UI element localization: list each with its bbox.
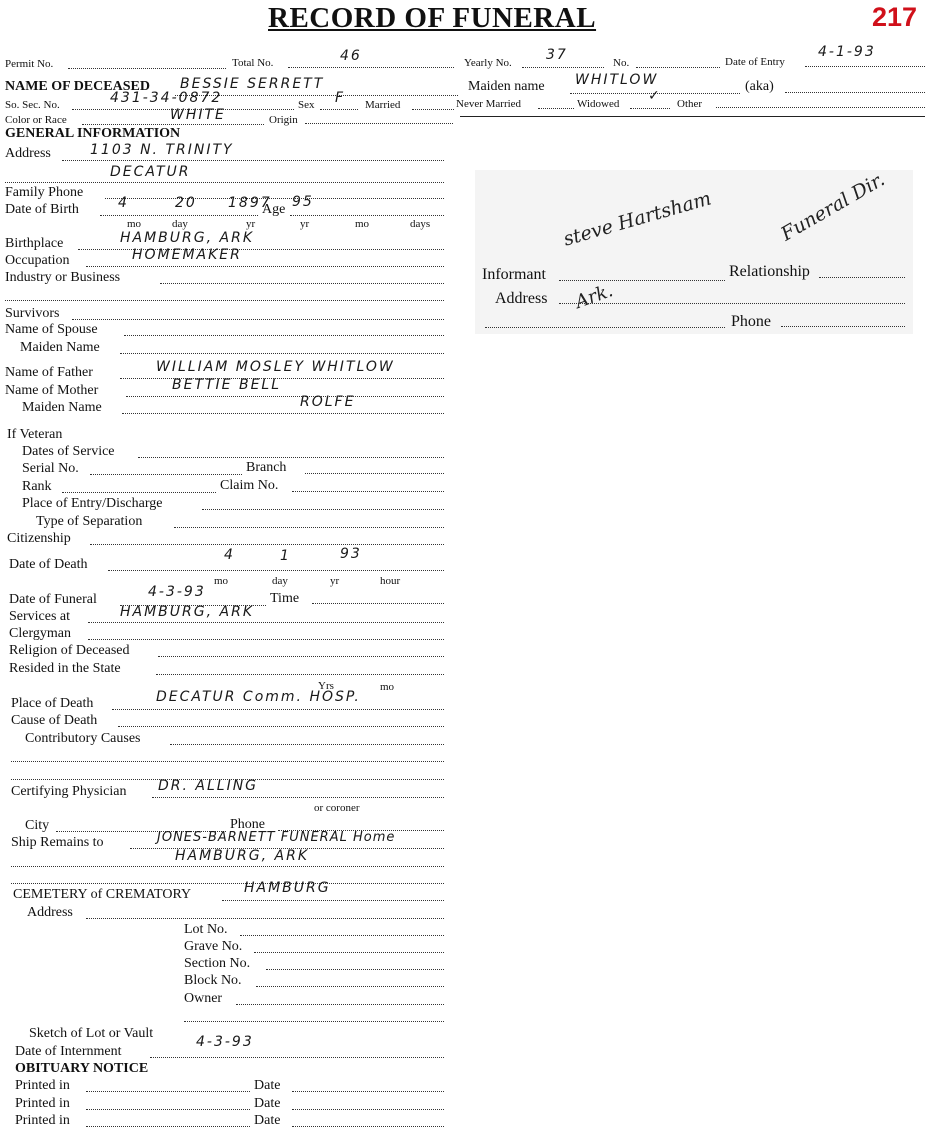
industry-line-2	[5, 300, 444, 301]
married-line	[412, 109, 454, 110]
time-label: Time	[270, 591, 300, 606]
age-label: Age	[262, 202, 286, 217]
owner-line-2	[184, 1021, 444, 1022]
mother-label: Name of Mother	[5, 383, 99, 398]
branch-label: Branch	[246, 460, 287, 475]
ship-line-2	[11, 866, 444, 867]
no-line	[636, 67, 720, 68]
resided-unit-mo: mo	[380, 681, 395, 693]
address-line-2	[5, 182, 444, 183]
coroner-label: or coroner	[314, 802, 360, 814]
informant-address-value: Ark.	[572, 280, 616, 313]
contributory-line	[170, 744, 444, 745]
permit-line	[68, 68, 226, 69]
color-race-label: Color or Race	[5, 114, 67, 126]
internment-line	[150, 1057, 444, 1058]
never-married-label: Never Married	[456, 98, 522, 110]
lot-label: Lot No.	[184, 922, 228, 937]
page-title: RECORD OF FUNERAL	[268, 2, 597, 34]
spouse-line	[124, 335, 444, 336]
yearly-value: 37	[546, 47, 568, 63]
mother-maiden-line	[122, 413, 444, 414]
spouse-maiden-label: Maiden Name	[20, 340, 100, 355]
dob-year: 1897	[228, 195, 272, 211]
obit-date-label-1: Date	[254, 1078, 281, 1093]
industry-line	[160, 283, 444, 284]
entry-value: 4-1-93	[818, 44, 876, 60]
religion-line	[158, 656, 444, 657]
separation-line	[174, 527, 444, 528]
aka-line	[785, 92, 925, 93]
sex-line	[320, 109, 358, 110]
owner-line	[236, 1004, 444, 1005]
internment-value: 4-3-93	[196, 1034, 254, 1050]
date-of-death-label: Date of Death	[9, 557, 88, 572]
resided-unit-yrs: Yrs	[318, 680, 334, 692]
survivors-line	[72, 319, 444, 320]
age-unit-mo: mo	[355, 218, 370, 230]
general-information-heading: GENERAL INFORMATION	[5, 126, 181, 141]
other-label: Other	[677, 98, 703, 110]
ship-value-2: HAMBURG, ARK	[175, 848, 309, 864]
if-veteran-heading: If Veteran	[7, 427, 63, 442]
block-line	[256, 986, 444, 987]
death-unit-yr: yr	[330, 575, 340, 587]
services-line	[88, 622, 444, 623]
place-of-death-label: Place of Death	[11, 696, 94, 711]
cemetery-address-line	[86, 918, 444, 919]
physician-label: Certifying Physician	[11, 784, 127, 799]
mother-line	[126, 396, 444, 397]
lot-line	[240, 935, 444, 936]
relationship-line	[819, 277, 905, 278]
age-unit-days: days	[410, 218, 431, 230]
birthplace-value: HAMBURG, ARK	[120, 230, 254, 246]
dob-day: 20	[175, 195, 197, 211]
address-label: Address	[5, 146, 51, 161]
cause-label: Cause of Death	[11, 713, 98, 728]
birthplace-label: Birthplace	[5, 236, 64, 251]
relationship-label: Relationship	[729, 263, 810, 280]
yearly-line	[522, 67, 604, 68]
origin-line	[305, 123, 453, 124]
address-value-2: DECATUR	[110, 164, 191, 180]
obit-date-line-2	[292, 1109, 444, 1110]
ship-value-1: JONES-BARNETT FUNERAL Home	[157, 830, 396, 845]
informant-phone-label: Phone	[731, 313, 771, 330]
grave-label: Grave No.	[184, 939, 243, 954]
resided-line	[156, 674, 444, 675]
cause-line	[118, 726, 444, 727]
physician-line	[152, 797, 444, 798]
name-of-deceased-value: BESSIE SERRETT	[180, 76, 325, 92]
obit-date-label-3: Date	[254, 1113, 281, 1128]
date-of-death-line	[108, 570, 444, 571]
religion-label: Religion of Deceased	[9, 643, 130, 658]
dob-unit-day: day	[172, 218, 188, 230]
ssn-value: 431-34-0872	[110, 90, 223, 106]
death-year: 93	[340, 546, 362, 562]
color-race-value: WHITE	[170, 107, 226, 123]
informant-phone-line-left	[485, 327, 725, 328]
total-value: 46	[340, 48, 362, 64]
dates-of-service-line	[138, 457, 444, 458]
date-of-funeral-label: Date of Funeral	[9, 592, 97, 607]
survivors-label: Survivors	[5, 306, 60, 321]
claim-label: Claim No.	[220, 478, 279, 493]
obit-date-label-2: Date	[254, 1096, 281, 1111]
serial-line	[90, 474, 242, 475]
printed-in-line-1	[86, 1091, 250, 1092]
citizenship-label: Citizenship	[7, 531, 71, 546]
never-married-line	[538, 108, 574, 109]
claim-line	[292, 491, 444, 492]
married-label: Married	[365, 99, 401, 111]
sketch-label: Sketch of Lot or Vault	[29, 1026, 154, 1041]
clergyman-label: Clergyman	[9, 626, 71, 641]
phone-label: Phone	[230, 817, 265, 832]
informant-phone-line	[781, 326, 905, 327]
rank-label: Rank	[22, 479, 52, 494]
separation-label: Type of Separation	[36, 514, 143, 529]
death-unit-hour: hour	[380, 575, 401, 587]
sex-value: F	[335, 90, 346, 106]
services-value: HAMBURG, ARK	[120, 604, 254, 620]
spouse-label: Name of Spouse	[5, 322, 98, 337]
origin-label: Origin	[269, 114, 298, 126]
family-phone-label: Family Phone	[5, 185, 84, 200]
funeral-value: 4-3-93	[148, 584, 206, 600]
informant-label: Informant	[482, 266, 546, 283]
death-unit-day: day	[272, 575, 288, 587]
city-label: City	[25, 818, 50, 833]
contributory-label: Contributory Causes	[25, 731, 141, 746]
father-line	[120, 378, 444, 379]
cemetery-value: HAMBURG	[244, 880, 331, 896]
section-line	[266, 969, 444, 970]
printed-in-label-3: Printed in	[15, 1113, 70, 1128]
time-line	[312, 603, 444, 604]
place-of-death-value: DECATUR Comm. HOSP.	[156, 689, 361, 705]
resided-label: Resided in the State	[9, 661, 121, 676]
occupation-value: HOMEMAKER	[132, 247, 242, 263]
death-month: 4	[224, 547, 235, 563]
physician-value: DR. ALLING	[158, 778, 259, 794]
clergyman-line	[88, 639, 444, 640]
printed-in-line-2	[86, 1109, 250, 1110]
widowed-check: ✓	[648, 88, 662, 104]
cemetery-label: CEMETERY of CREMATORY	[13, 887, 192, 902]
services-at-label: Services at	[9, 609, 71, 624]
industry-label: Industry or Business	[5, 270, 121, 285]
ssn-label: So. Sec. No.	[5, 99, 60, 111]
mother-maiden-label: Maiden Name	[22, 400, 102, 415]
section-label: Section No.	[184, 956, 251, 971]
yearly-label: Yearly No.	[464, 57, 512, 69]
sex-label: Sex	[298, 99, 315, 111]
age-unit-yr: yr	[300, 218, 310, 230]
total-line	[288, 67, 454, 68]
place-line	[112, 709, 444, 710]
page-number: 217	[872, 2, 918, 32]
entry-line	[805, 66, 925, 67]
relationship-signature: Funeral Dir.	[777, 168, 889, 246]
color-line	[82, 124, 264, 125]
obit-date-line-3	[292, 1126, 444, 1127]
ship-line-3	[11, 883, 444, 884]
name-of-deceased-label: NAME OF DECEASED	[5, 79, 150, 94]
widowed-label: Widowed	[577, 98, 620, 110]
rank-line	[62, 492, 216, 493]
internment-label: Date of Internment	[15, 1044, 122, 1059]
informant-signature: steve Hartsham	[560, 187, 714, 251]
citizenship-line	[90, 544, 444, 545]
father-value: WILLIAM MOSLEY WHITLOW	[156, 359, 395, 375]
entry-discharge-label: Place of Entry/Discharge	[22, 496, 163, 511]
aka-label: (aka)	[745, 79, 774, 94]
entry-discharge-line	[202, 509, 444, 510]
branch-line	[305, 473, 444, 474]
widowed-line	[630, 108, 670, 109]
informant-address-label: Address	[495, 290, 548, 307]
age-line	[290, 215, 444, 216]
occupation-label: Occupation	[5, 253, 70, 268]
ship-remains-label: Ship Remains to	[11, 835, 104, 850]
dob-line	[100, 215, 258, 216]
contributory-line-2	[11, 761, 444, 762]
other-line	[716, 107, 925, 108]
dob-month: 4	[118, 195, 129, 211]
address-value-1: 1103 N. TRINITY	[90, 142, 234, 158]
dates-of-service-label: Dates of Service	[22, 444, 115, 459]
spouse-maiden-line	[120, 353, 444, 354]
death-unit-mo: mo	[214, 575, 229, 587]
permit-label: Permit No.	[5, 58, 54, 70]
header-divider	[460, 116, 925, 117]
grave-line	[254, 952, 444, 953]
block-label: Block No.	[184, 973, 242, 988]
maiden-name-label: Maiden name	[468, 79, 545, 94]
entry-label: Date of Entry	[725, 56, 785, 68]
informant-line	[559, 280, 725, 281]
date-of-birth-label: Date of Birth	[5, 202, 79, 217]
mother-value: BETTIE BELL	[172, 377, 282, 393]
printed-in-line-3	[86, 1126, 250, 1127]
cemetery-address-label: Address	[27, 905, 73, 920]
family-phone-line	[105, 198, 444, 199]
printed-in-label-2: Printed in	[15, 1096, 70, 1111]
dob-unit-yr: yr	[246, 218, 256, 230]
serial-label: Serial No.	[22, 461, 79, 476]
dob-unit-mo: mo	[127, 218, 142, 230]
age-value: 95	[292, 194, 314, 210]
mother-maiden-value: ROLFE	[300, 394, 356, 410]
father-label: Name of Father	[5, 365, 93, 380]
occupation-line	[86, 266, 444, 267]
total-label: Total No.	[232, 57, 274, 69]
death-day: 1	[280, 548, 291, 564]
maiden-name-value: WHITLOW	[575, 72, 659, 88]
obit-date-line-1	[292, 1091, 444, 1092]
informant-address-line	[559, 303, 905, 304]
address-line-1	[62, 160, 444, 161]
printed-in-label-1: Printed in	[15, 1078, 70, 1093]
obituary-heading: OBITUARY NOTICE	[15, 1061, 149, 1076]
cemetery-line	[222, 900, 444, 901]
owner-label: Owner	[184, 991, 223, 1006]
informant-box	[475, 170, 913, 334]
no-label: No.	[613, 57, 630, 69]
